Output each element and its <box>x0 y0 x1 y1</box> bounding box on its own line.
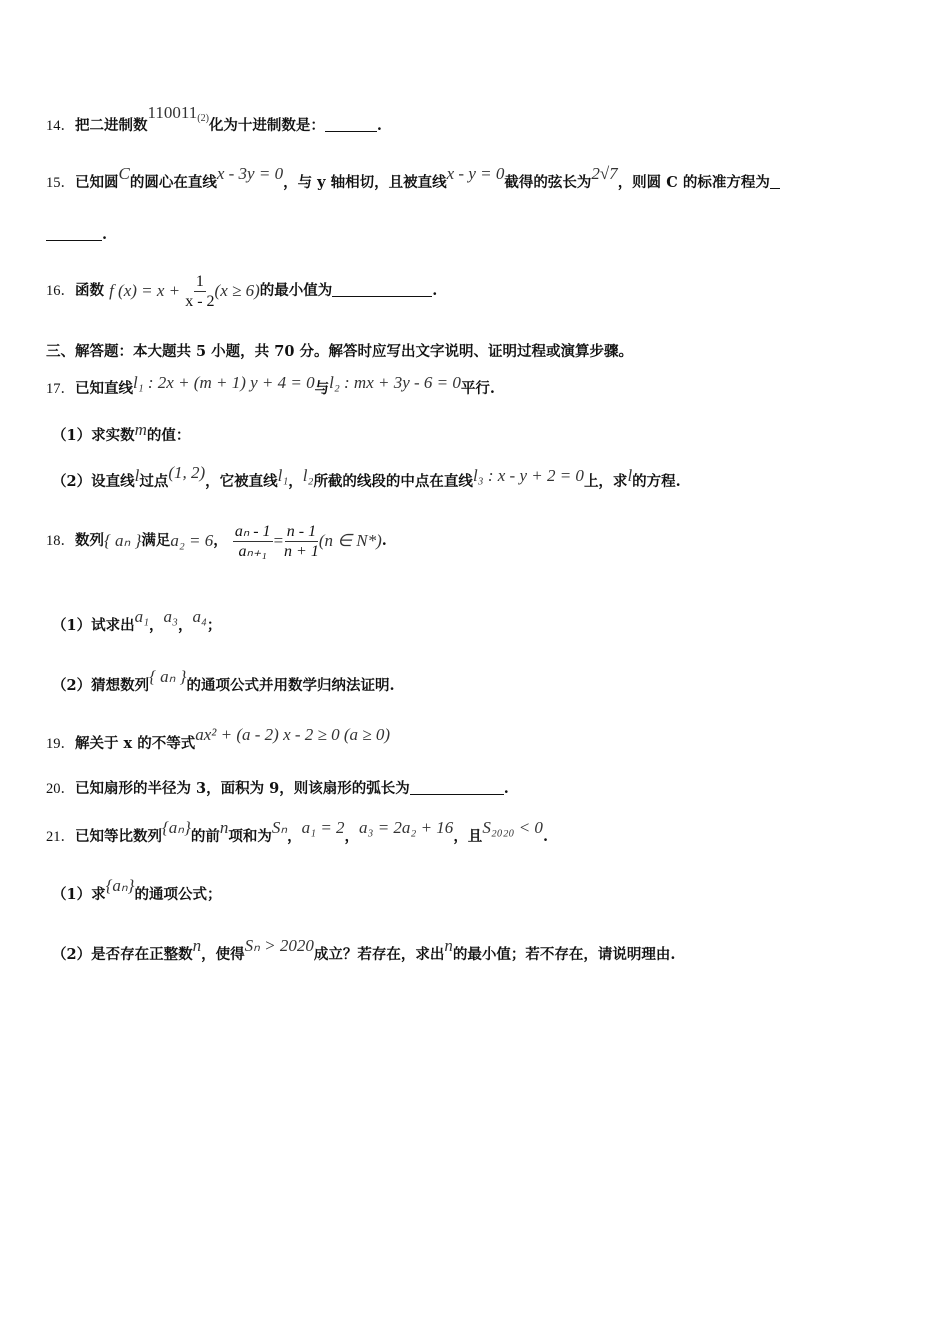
math-l1: l₁ : 2x + (m + 1) y + 4 = 0 <box>133 373 315 392</box>
question-18-part-1: （1）试求出a₁，a₃，a₄； <box>52 607 222 634</box>
math-point: (1, 2) <box>168 463 206 482</box>
question-text: 已知圆 <box>75 174 119 191</box>
question-20: 20．已知扇形的半径为 3，面积为 9，则该扇形的弧长为 . <box>46 780 509 797</box>
question-text: 把二进制数 <box>75 117 148 134</box>
math-fraction: $\frac{n - 1}{n + 1}$ <box>284 522 319 560</box>
question-number: 19． <box>46 736 75 752</box>
math-seq: {aₙ} <box>105 876 135 895</box>
question-number: 21． <box>46 829 75 845</box>
math-fx: f (x) = x + <box>109 281 181 300</box>
math-cond: (x ≥ 6) <box>214 281 260 300</box>
answer-blank[interactable] <box>46 226 102 241</box>
question-21-part-2: （2）是否存在正整数n，使得Sₙ > 2020成立？若存在，求出n的最小值；若不存在，请说明理由. <box>52 936 676 963</box>
math-line1: x - 3y = 0 <box>216 164 284 183</box>
question-17-part-1: （1）求实数m的值： <box>52 420 191 444</box>
question-number: 16． <box>46 283 75 299</box>
question-18: 18．数列{ aₙ }满足a₂ = 6， $\frac{\text{aₙ - 1}}{\text{aₙ₊₁}}$ = $\frac{n - 1}{n + 1}$ (n ∈ N*). <box>46 518 387 564</box>
question-text: 化为十进制数是： <box>208 117 325 134</box>
question-16: 16．函数 f (x) = x + $\frac{1}{x - 2}$ (x ≥ 6)的最小值为 . <box>46 268 437 314</box>
question-18-part-2: （2）猜想数列{ aₙ }的通项公式并用数学归纳法证明. <box>52 667 395 694</box>
math-line2: x - y = 0 <box>446 164 505 183</box>
question-number: 17． <box>46 381 75 397</box>
math-seq: {aₙ} <box>162 818 191 837</box>
math-m: m <box>134 420 147 439</box>
question-17: 17．已知直线l₁ : 2x + (m + 1) y + 4 = 0与l₂ : mx + 3y - 6 = 0平行. <box>46 373 495 397</box>
math-fraction: $\frac{\text{aₙ - 1}}{\text{aₙ₊₁}}$ <box>234 522 271 560</box>
answer-blank[interactable] <box>410 780 504 795</box>
question-number: 14． <box>46 118 75 134</box>
math-seq: { aₙ } <box>149 667 187 686</box>
answer-blank[interactable] <box>325 117 377 132</box>
math-seq: { aₙ } <box>104 531 142 550</box>
question-number: 18． <box>46 533 75 549</box>
math-a2: a₂ = 6 <box>170 531 214 550</box>
question-15-continued: . <box>46 225 107 245</box>
answer-blank[interactable] <box>770 174 780 189</box>
question-21: 21．已知等比数列{aₙ}的前n项和为Sₙ，a₁ = 2，a₃ = 2a₂ + 16，且S₂₀₂₀ < 0. <box>46 818 548 845</box>
math-c: C <box>118 164 130 183</box>
math-l2: l₂ : mx + 3y - 6 = 0 <box>329 373 461 392</box>
math-cond: (n ∈ N*) <box>318 531 382 550</box>
question-15: 15．已知圆C的圆心在直线x - 3y = 0，与 y 轴相切，且被直线x - y = 0截得的弦长为2√7，则圆 C 的标准方程为 <box>46 172 780 193</box>
math-inequality: ax² + (a - 2) x - 2 ≥ 0 (a ≥ 0) <box>195 725 391 744</box>
math-binary: 110011(2) <box>147 103 209 124</box>
question-17-part-2: （2）设直线l过点(1, 2)，它被直线l₁，l₂所截的线段的中点在直线l₃ : x - y + 2 = 0上，求l的方程. <box>52 463 681 490</box>
math-l3: l₃ : x - y + 2 = 0 <box>472 466 584 485</box>
answer-blank[interactable] <box>332 282 432 297</box>
math-chord: 2√7 <box>591 164 618 183</box>
question-number: 15． <box>46 175 75 191</box>
question-14: 14．把二进制数110011(2)化为十进制数是： . <box>46 103 382 134</box>
math-fraction: $\frac{1}{x - 2}$ <box>185 272 215 310</box>
question-21-part-1: （1）求{aₙ}的通项公式； <box>52 876 222 903</box>
question-number: 20． <box>46 781 75 797</box>
section-heading: 三、解答题：本大题共 5 小题，共 70 分。解答时应写出文字说明、证明过程或演算步骤。 <box>46 343 633 360</box>
question-19: 19．解关于 x 的不等式ax² + (a - 2) x - 2 ≥ 0 (a ≥ 0) <box>46 725 391 752</box>
